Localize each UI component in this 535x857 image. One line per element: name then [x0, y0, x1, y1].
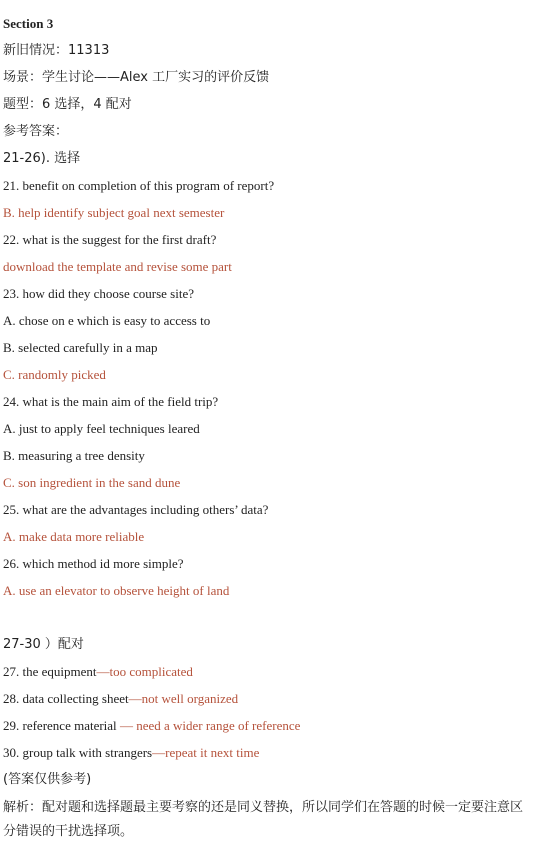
- option-23a: A. chose on e which is easy to access to: [3, 313, 211, 328]
- question-25: 25. what are the advantages including others’ data?: [3, 502, 269, 517]
- reference-answers-title: 参考答案：: [3, 124, 69, 139]
- answer-21: B. help identify subject goal next semester: [3, 205, 225, 220]
- match-prompt-28: 28. data collecting sheet: [3, 691, 129, 706]
- question-26: 26. which method id more simple?: [3, 556, 184, 571]
- question-22: 22. what is the suggest for the first draft?: [3, 232, 217, 247]
- answer-25: A. make data more reliable: [3, 529, 145, 544]
- option-24b: B. measuring a tree density: [3, 448, 145, 463]
- match-answer-28: —not well organized: [128, 691, 239, 706]
- answer-24: C. son ingredient in the sand dune: [3, 475, 181, 490]
- match-answer-30: —repeat it next time: [152, 745, 260, 760]
- analysis-text: 解析：配对题和选择题最主要考察的还是同义替换，所以同学们在答题的时候一定要注意区分错误的干扰选择项。: [3, 800, 524, 839]
- question-21: 21. benefit on completion of this program of report?: [3, 178, 275, 193]
- match-item-29: [3, 717, 300, 735]
- new-old-info: 新旧情况：11313: [3, 43, 110, 58]
- match-section-header: 27-30 ）配对: [3, 637, 84, 652]
- option-24a: A. just to apply feel techniques leared: [3, 421, 200, 436]
- answer-22: download the template and revise some part: [3, 259, 232, 274]
- question-types-info: 题型：6 选择，4 配对: [3, 97, 132, 112]
- match-answer-27: —too complicated: [96, 664, 193, 679]
- match-prompt-29: 29. reference material: [3, 718, 117, 733]
- answer-23: C. randomly picked: [3, 367, 106, 382]
- scene-info: 场景：学生讨论——Alex 工厂实习的评价反馈: [3, 70, 270, 85]
- match-prompt-30: 30. group talk with strangers: [3, 745, 153, 760]
- answer-disclaimer: (答案仅供参考): [3, 772, 92, 787]
- match-item-28: [3, 690, 238, 708]
- match-item-27: [3, 663, 193, 681]
- mc-section-header: 21-26). 选择: [3, 151, 81, 166]
- match-answer-29: — need a wider range of reference: [116, 718, 301, 733]
- question-23: 23. how did they choose course site?: [3, 286, 194, 301]
- match-prompt-27: 27. the equipment: [3, 664, 97, 679]
- section-title: Section 3: [3, 16, 54, 31]
- question-24: 24. what is the main aim of the field trip?: [3, 394, 219, 409]
- option-23b: B. selected carefully in a map: [3, 340, 158, 355]
- answer-26: A. use an elevator to observe height of land: [3, 583, 230, 598]
- match-item-30: [3, 744, 259, 762]
